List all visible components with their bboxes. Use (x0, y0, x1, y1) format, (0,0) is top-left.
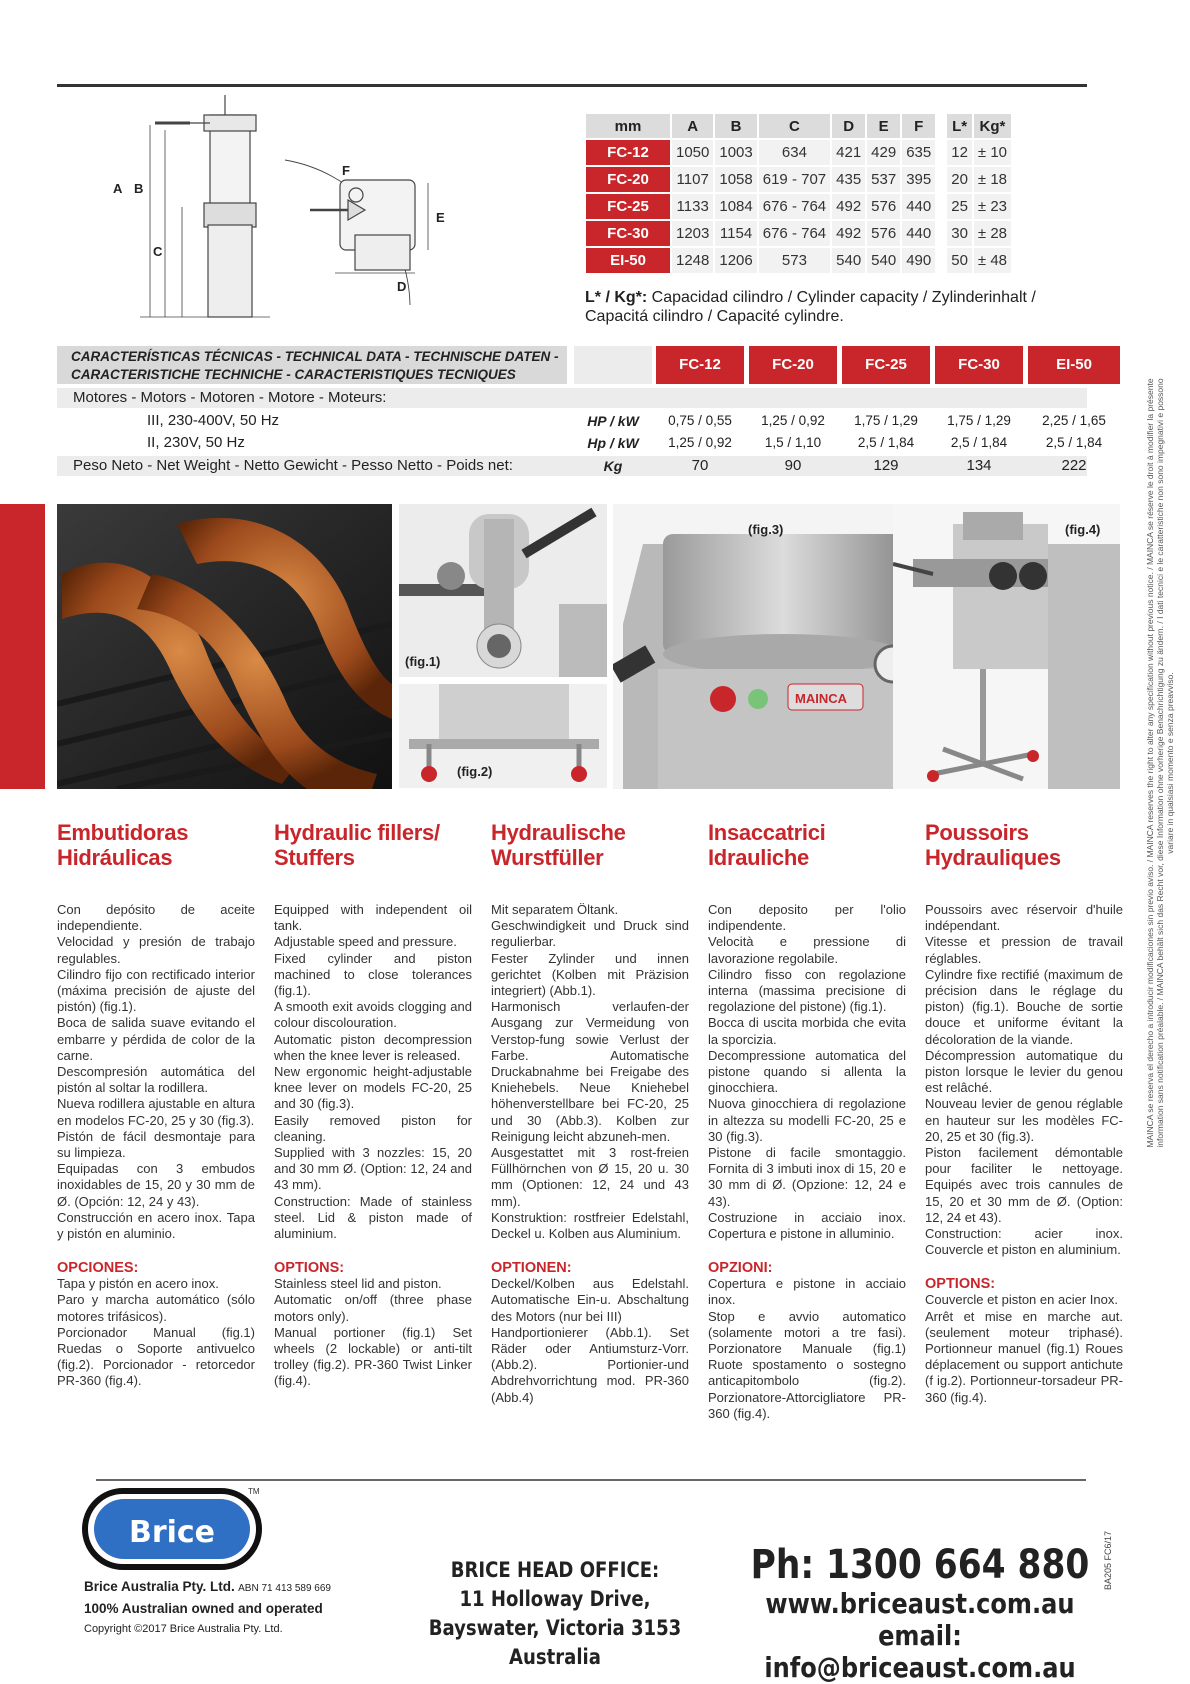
weight-label: Peso Neto - Net Weight - Netto Gewicht - Pesso Netto - Poids net: (73, 457, 513, 474)
table-cell: 129 (873, 457, 899, 474)
table-cell: 1,25 / 0,92 (761, 413, 825, 428)
model-cell: FC-25 (586, 194, 670, 219)
column-french (925, 820, 1123, 1406)
column-body: Con depósito de aceite independiente. Velocidad y presión de trabajo regulables. Cilindro fijo con rectificado interior (máxima precisión de ajuste del pistón) (fig.1). Boca de salida suave evitando el embarre y pérdida de color de la carne. Descompresión automática del pistón al soltar la rodillera. Nueva rodillera ajustable en altura en modelos FC-20, 25 y 30 (fig.3). Pistón de fácil desmontaje para su limpieza. Equipadas con 3 embudos inoxidables de 15, 20 y 30 mm de Ø. (Opción: 12, 24 y 43). Construcción en acero inox. Tapa y pistón en aluminio. (57, 902, 255, 1242)
options-title: OPCIONES: (57, 1260, 139, 1277)
model-cell: FC-30 (586, 221, 670, 246)
model-header: EI-50 (1028, 346, 1120, 384)
table-cell: 2,5 / 1,84 (857, 435, 915, 450)
dim-header: mm (586, 114, 670, 138)
footer-rule (96, 1479, 1086, 1481)
fig2-label: (fig.2) (457, 764, 493, 779)
options-body: Tapa y pistón en acero inox. Paro y marcha automático (sólo motores trifásicos). Porcionador Manual (fig.1) Ruedas o Soporte antivuelco (fig.2). Porcionador - retorcedor PR-360 (fig.4). (57, 1276, 255, 1389)
options-title: OPTIONS: (925, 1276, 996, 1293)
model-cell: FC-20 (586, 167, 670, 192)
logo-text: Brice (128, 1515, 216, 1550)
dim-label-f: F (342, 163, 350, 178)
company-info (84, 1577, 331, 1639)
table-cell: 1107 (672, 167, 713, 192)
trademark-mark: TM (248, 1487, 260, 1496)
options-body: Copertura e pistone in acciaio inox. Stop e avvio automatico (solamente motori a tre fasi). Porzionatore Manuale (fig.1) Ruote spostamento o sostegno anticapitombolo (fig.2). Porzionatore-Attorcigliatore PR-360 (fig.4). (708, 1276, 906, 1421)
table-cell: ± 18 (974, 167, 1011, 192)
table-row (586, 194, 1011, 219)
unit-label: Hp / kW (587, 435, 639, 451)
table-cell: 576 (867, 194, 900, 219)
table-cell: 20 (947, 167, 972, 192)
power-row-three-phase (57, 411, 1106, 431)
table-cell: 2,5 / 1,84 (1045, 435, 1103, 450)
technical-header-line2: CARACTERISTICHE TECHNICHE - CARACTERISTIQUES TECNIQUES (71, 367, 516, 382)
machine-dimension-diagram (110, 95, 570, 325)
weight-row (57, 456, 1087, 476)
dim-label-c: C (153, 244, 163, 259)
company-line (84, 1577, 331, 1599)
table-cell: 1,75 / 1,29 (854, 413, 918, 428)
power-row-single-phase (57, 433, 1103, 453)
column-spanish (57, 820, 255, 1390)
motors-label: Motores - Motors - Motoren - Motore - Moteurs: (73, 389, 387, 406)
disclaimer-strip (1145, 370, 1175, 1150)
table-cell: 0,75 / 0,55 (668, 413, 732, 428)
table-cell: 1133 (672, 194, 713, 219)
top-rule (57, 84, 1087, 87)
table-cell: 429 (867, 140, 900, 165)
model-header: FC-30 (935, 346, 1023, 384)
table-cell: ± 48 (974, 248, 1011, 273)
email-link[interactable]: email: info@briceaust.com.au (764, 1619, 1076, 1684)
table-cell: 30 (947, 221, 972, 246)
table-cell: 1050 (672, 140, 713, 165)
table-cell: 1154 (715, 221, 756, 246)
table-cell: 435 (832, 167, 865, 192)
table-cell: 492 (832, 194, 865, 219)
table-cell: 676 - 764 (759, 221, 830, 246)
table-cell: 1058 (715, 167, 756, 192)
options-title: OPZIONI: (708, 1260, 773, 1277)
column-title: Embutidoras Hidráulicas (57, 820, 189, 870)
options-body: Deckel/Kolben aus Edelstahl. Automatische Ein-u. Abschaltung des Motors (nur bei III) Handportionierer (Abb.1). Set Räder oder Antiumsturz-Vorr. (Abb.2). Portionier-und Abdrehvorrichtung mod. PR-360 (Abb.4) (491, 1276, 689, 1405)
fig3-label: (fig.3) (748, 522, 784, 537)
table-cell: 1203 (672, 221, 713, 246)
office-address-line2: Bayswater, Victoria 3153 Australia (428, 1616, 682, 1669)
dim-header: D (832, 114, 865, 138)
table-cell: 90 (784, 457, 802, 474)
dim-label-a: A (113, 181, 123, 196)
options-title: OPTIONEN: (491, 1260, 572, 1277)
dimensions-header-row (586, 114, 1011, 138)
table-cell: 70 (691, 457, 709, 474)
options-title: OPTIONS: (274, 1260, 345, 1277)
table-cell: ± 23 (974, 194, 1011, 219)
column-german (491, 820, 689, 1406)
table-cell: ± 28 (974, 221, 1011, 246)
table-cell: 2,25 / 1,65 (1042, 413, 1106, 428)
column-english (274, 820, 472, 1390)
row-label: II, 230V, 50 Hz (147, 434, 245, 451)
unit-label: HP / kW (587, 413, 639, 429)
column-body: Poussoirs avec réservoir d'huile indépendant. Vitesse et pression de travail réglables. Cylindre fixe rectifié (maximum de précision dans le réglage du piston) (fig.1). Bouche de sortie douce et uniforme évitant la décoloration de la viande. Décompression automatique du piston lorsque le levier du genou est relâché. Nouveau levier de genou réglable en hauteur sur les modèles FC-20, 25 et 30 (fig.3). Piston facilement démontable pour faciliter le nettoyage. Equipés avec trois cannules de 15, 20 et 30 mm de Ø. (Option: 12, 24 et 43). Construction: acier inox. Couvercle et piston en aluminium. (925, 902, 1123, 1258)
model-header: FC-12 (656, 346, 744, 384)
unit-label: Kg (603, 458, 623, 474)
column-body: Equipped with independent oil tank. Adjustable speed and pressure. Fixed cylinder and piston machined to close tolerances (fig.1). A smooth exit avoids clogging and colour discolouration. Automatic piston decompression when the knee lever is released. New ergonomic height-adjustable knee lever on models FC-20, 25 and 30 (fig.3). Easily removed piston for cleaning. Supplied with 3 nozzles: 15, 20 and 30 mm Ø. (Option: 12, 24 and 43 mm). Construction: Made of stainless steel. Lid & piston made of aluminium. (274, 902, 472, 1242)
table-cell: 1,25 / 0,92 (668, 435, 732, 450)
table-cell: 1,5 / 1,10 (764, 435, 822, 450)
model-header: FC-20 (749, 346, 837, 384)
office-title: BRICE HEAD OFFICE: (450, 1558, 660, 1582)
table-cell: 1206 (715, 248, 756, 273)
table-row (586, 140, 1011, 165)
red-side-tab (0, 504, 45, 789)
model-cell: FC-12 (586, 140, 670, 165)
table-cell: 1084 (715, 194, 756, 219)
model-cell: EI-50 (586, 248, 670, 273)
dim-header: A (672, 114, 713, 138)
abn: ABN 71 413 589 669 (238, 1583, 331, 1594)
office-address-line1: 11 Holloway Drive, (459, 1587, 651, 1611)
motors-row (57, 388, 1087, 408)
options-body: Stainless steel lid and piston. Automatic on/off (three phase motors only). Manual portioner (fig.1) Set wheels (2 lockable) or anti-tilt trolley (fig.2). PR-360 Twist Linker (fig.4). (274, 1276, 472, 1389)
table-cell: ± 10 (974, 140, 1011, 165)
table-cell: 2,5 / 1,84 (950, 435, 1008, 450)
company-name: Brice Australia Pty. Ltd. (84, 1579, 235, 1594)
fig1-label: (fig.1) (405, 654, 441, 669)
contact-block (748, 1542, 1092, 1684)
ownership-line: 100% Australian owned and operated (84, 1601, 323, 1616)
capacity-note-text: Capacidad cilindro / Cylinder capacity / Zylinderinhalt / Capacitá cilindro / Capacité cylindre. (585, 289, 1036, 325)
table-cell: 1248 (672, 248, 713, 273)
table-cell: 490 (902, 248, 935, 273)
table-row (586, 248, 1011, 273)
table-cell: 492 (832, 221, 865, 246)
table-cell: 134 (966, 457, 992, 474)
model-header: FC-25 (842, 346, 930, 384)
fig1-photo (399, 504, 607, 677)
table-cell: 421 (832, 140, 865, 165)
table-cell: 540 (867, 248, 900, 273)
table-cell: 440 (902, 194, 935, 219)
dim-header: B (715, 114, 756, 138)
table-cell: 619 - 707 (759, 167, 830, 192)
phone-number: Ph: 1300 664 880 (750, 1542, 1090, 1588)
document-reference: BA205 FC6/17 (1103, 1530, 1113, 1590)
dim-label-e: E (436, 210, 445, 225)
dim-header: F (902, 114, 935, 138)
mainca-brand-label: MAINCA (795, 691, 847, 706)
table-cell: 25 (947, 194, 972, 219)
options-body: Couvercle et piston en acier Inox. Arrêt et mise en marche aut. (seulement moteur triphasé). Portionneur manuel (fig.1) Roues déplacement ou support antichute (f ig.2). Portionneur-torsadeur PR-360 (fig.4). (925, 1292, 1123, 1405)
table-cell: 1,75 / 1,29 (947, 413, 1011, 428)
table-cell: 12 (947, 140, 972, 165)
table-row (586, 221, 1011, 246)
brice-logo (82, 1488, 262, 1570)
fig2-photo (399, 684, 607, 788)
table-cell: 576 (867, 221, 900, 246)
dim-header: L* (947, 114, 972, 138)
column-title: Hydraulic fillers/ Stuffers (274, 820, 440, 870)
table-cell: 1003 (715, 140, 756, 165)
column-body: Mit separatem Öltank. Geschwindigkeit und Druck sind regulierbar. Fester Zylinder und innen gerichtet (Kolben mit Präzision integriert) (Abb.1). Harmonisch verlaufen-der Ausgang zur Vermeidung von Verstop-fung sowie Verlust der Farbe. Automatische Druckabnahme bei Freigabe des Kniehebels. Neue Kniehebel höhenverstellbare bei FC-20, 25 und 30 (Abb.3). Kolben zur Reinigung leicht abzuneh-men. Ausgestattet mit 3 rost-freien Füllhörnchen von Ø 15, 20 u. 30 mm (Optionen: 12, 24 und 43 mm). Konstruktion: rostfreier Edelstahl, Deckel u. Kolben aus Aluminium. (491, 902, 689, 1242)
capacity-note (585, 288, 1085, 326)
column-title: Hydraulische Wurstfüller (491, 820, 626, 870)
column-title: Poussoirs Hydrauliques (925, 820, 1061, 870)
table-cell: 50 (947, 248, 972, 273)
dim-label-b: B (134, 181, 144, 196)
dim-header: Kg* (974, 114, 1011, 138)
disclaimer-text: MAINCA se reserva el derecho a introducir modificaciones sin previo aviso. / MAINCA reserves the right to alter any specification without previous notice. / MAINCA se réserve le droit à modifier la présente information sans notification préalable. / MAINCA behält sich das Recht vor, diese Information ohne vorherige Benachrichtigung zu ändern. / I dati tecnici e le caratteristiche non sono impegnativi e possono variare in qualsiasi momento e senza preavviso. (1145, 378, 1175, 1148)
technical-header-spacer (574, 346, 652, 384)
column-italian (708, 820, 906, 1422)
dim-header: E (867, 114, 900, 138)
table-cell: 635 (902, 140, 935, 165)
copyright-line: Copyright ©2017 Brice Australia Pty. Ltd. (84, 1623, 283, 1635)
table-cell: 395 (902, 167, 935, 192)
row-label: III, 230-400V, 50 Hz (147, 412, 280, 429)
table-cell: 222 (1061, 457, 1087, 474)
column-body: Con deposito per l'olio indipendente. Velocità e pressione di lavorazione regolabile. Cilindro fisso con regolazione interna (massima precisione di regolazione del pistone) (fig.1). Bocca di uscita morbida che evita la sporcizia. Decompressione automatica del pistone quando si allenta la ginocchiera. Nuova ginocchiera di regolazione in altezza su modelli FC-20, 25 e 30 (fig.3). Pistone di facile smontaggio. Fornita di 3 imbuti inox di 15, 20 e 30 mm di Ø. (Opzione: 12, 24 e 43). Costruzione in acciaio inox. Copertura e pistone in alluminio. (708, 902, 906, 1242)
table-cell: 573 (759, 248, 830, 273)
dim-header: C (759, 114, 830, 138)
technical-header-line1: CARACTERÍSTICAS TÉCNICAS - TECHNICAL DATA - TECHNISCHE DATEN - (71, 349, 559, 364)
dimensions-table (584, 112, 1013, 275)
fig4-label: (fig.4) (1065, 522, 1101, 537)
head-office (409, 1556, 701, 1672)
table-cell: 440 (902, 221, 935, 246)
table-row (586, 167, 1011, 192)
table-cell: 540 (832, 248, 865, 273)
table-cell: 537 (867, 167, 900, 192)
table-cell: 634 (759, 140, 830, 165)
technical-data-header (57, 346, 567, 384)
fig4-photo (893, 504, 1120, 789)
capacity-note-label: L* / Kg*: (585, 289, 648, 306)
table-cell: 676 - 764 (759, 194, 830, 219)
column-title: Insaccatrici Idrauliche (708, 820, 826, 870)
dim-label-d: D (397, 279, 407, 294)
website-link[interactable]: www.briceaust.com.au (765, 1587, 1075, 1620)
sausages-photo (57, 504, 392, 789)
